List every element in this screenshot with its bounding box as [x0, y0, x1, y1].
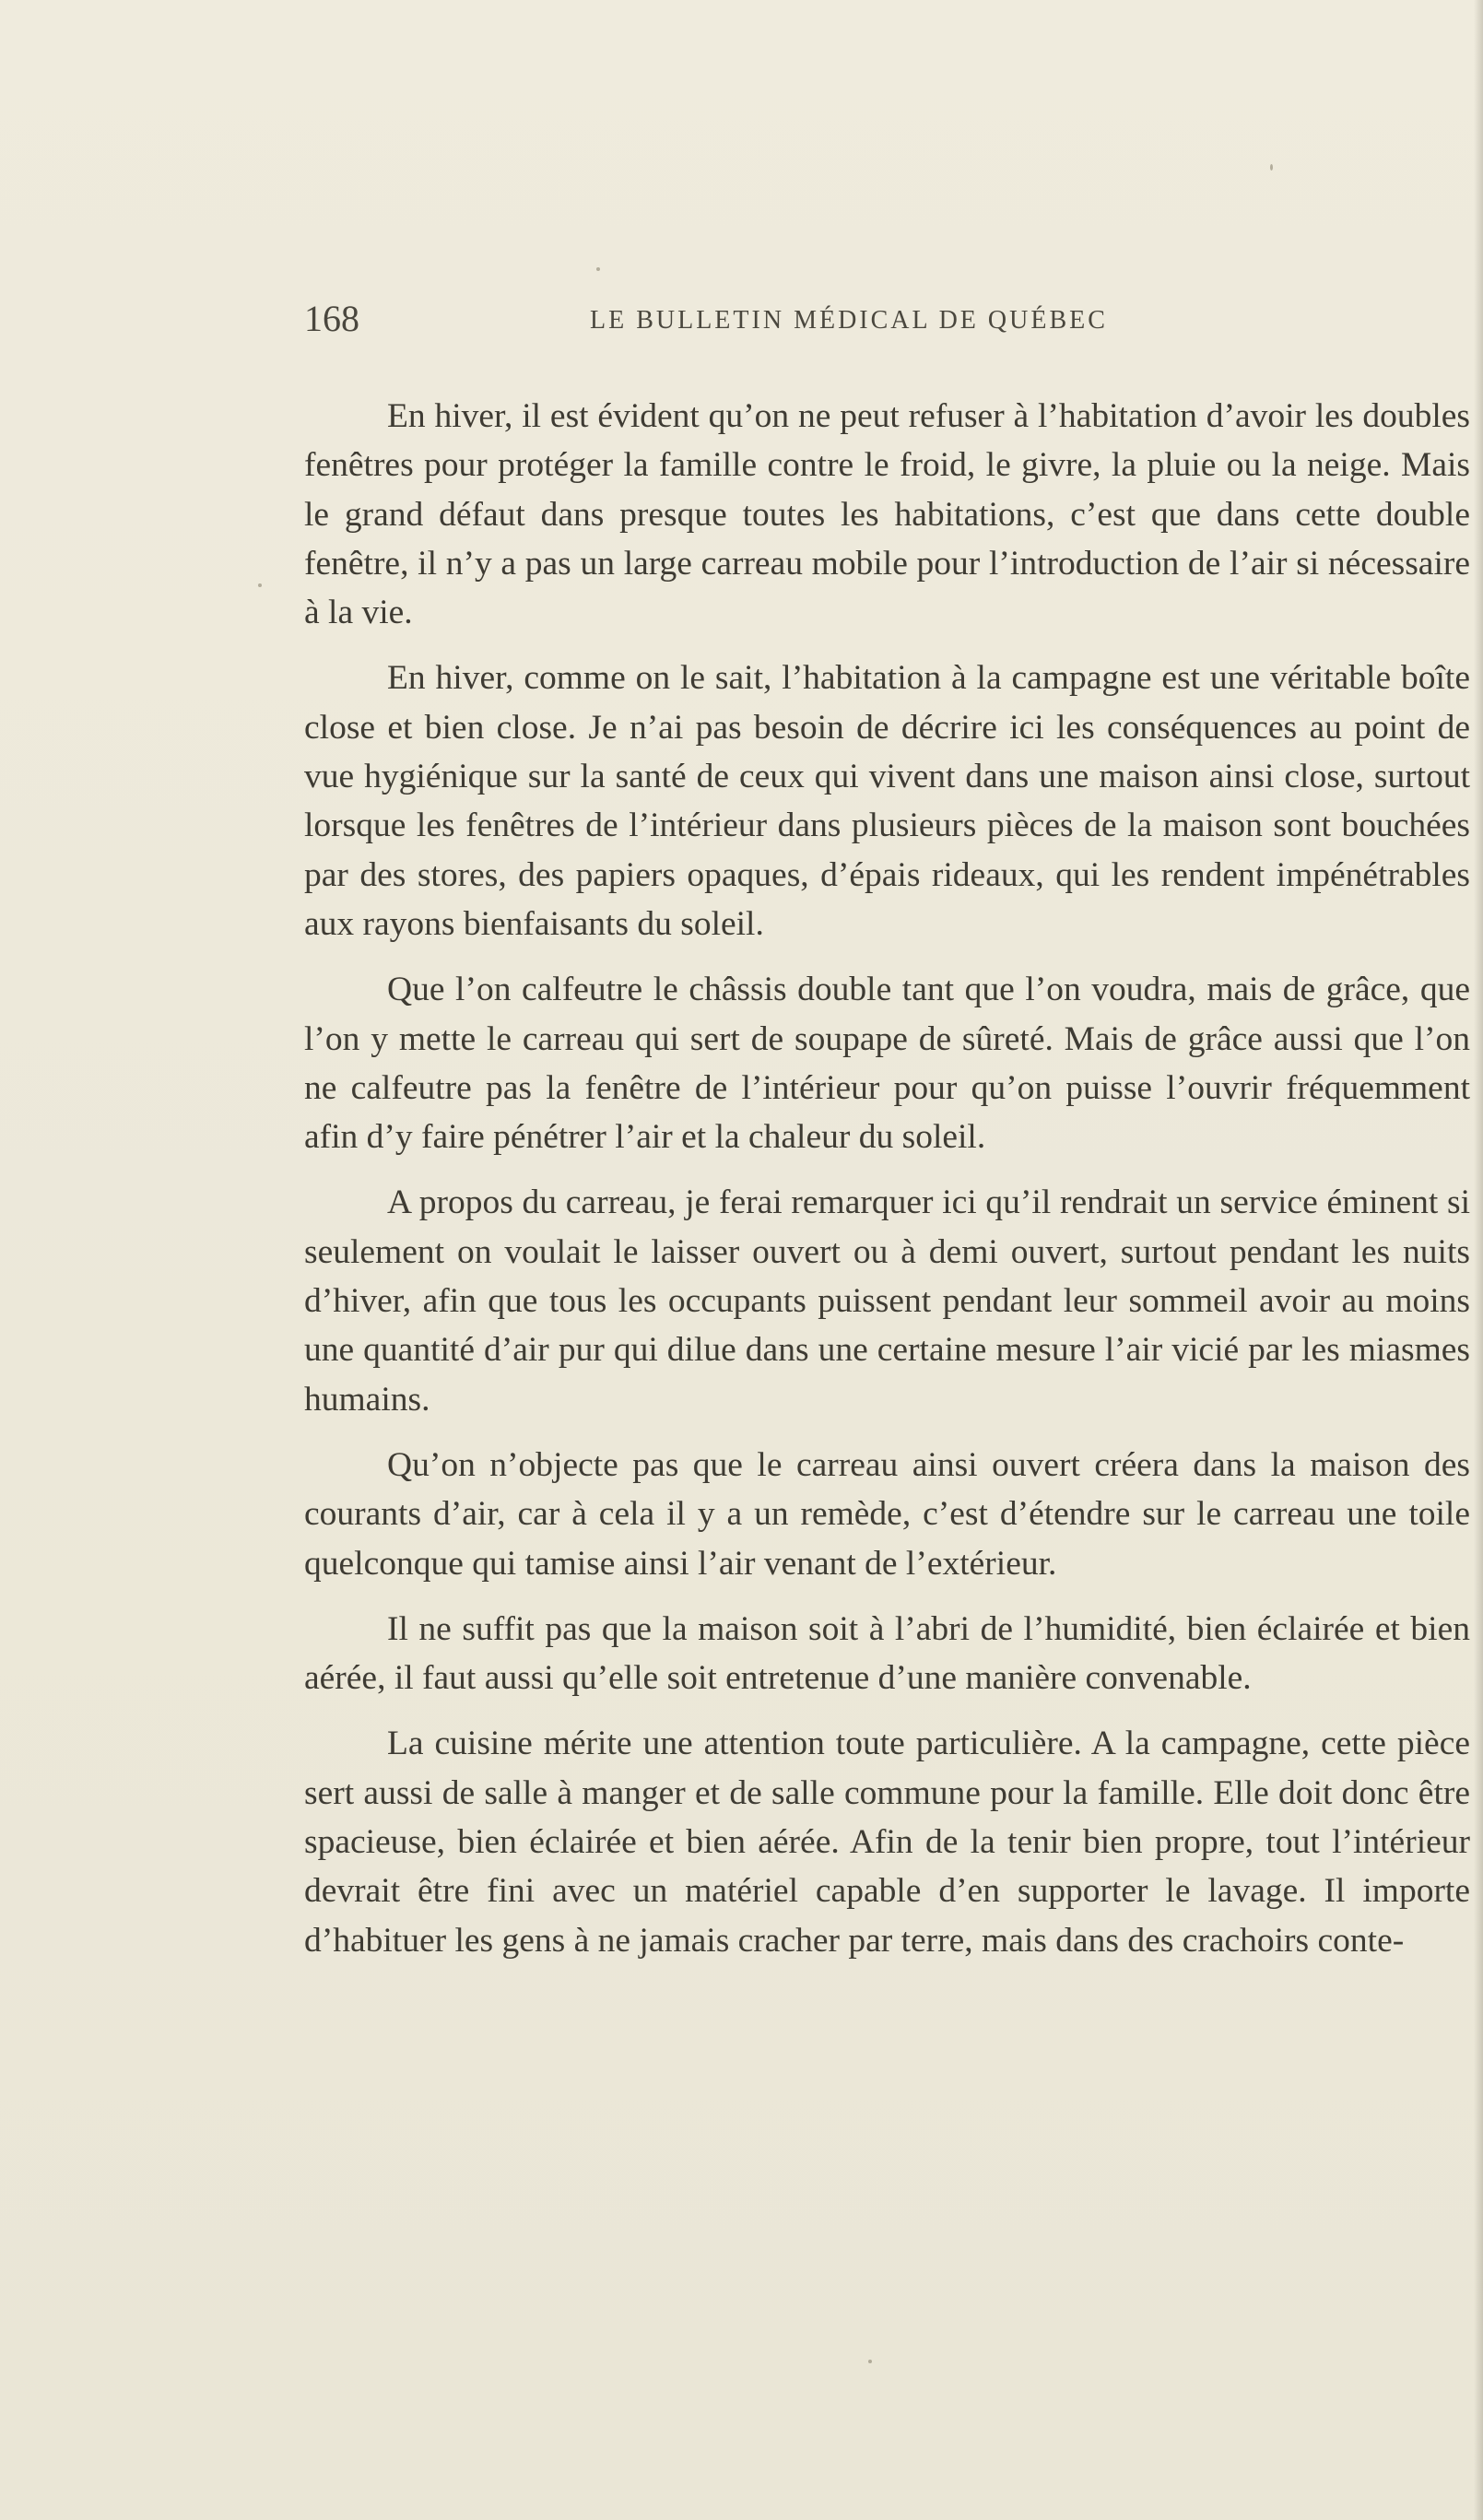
paper-speck	[596, 267, 600, 271]
paragraph: A propos du carreau, je ferai remarquer ici qu’il rendrait un service éminent si seulement on voulait le laisser ouvert ou à demi ouvert, surtout pendant les nuits d’hiver, afin que tous les occupants puissent pendant leur sommeil avoir au moins une quantité d’air pur qui dilue dans une certaine mesure l’air vicié par les miasmes humains.	[304, 1183, 1470, 1419]
paragraph: En hiver, il est évident qu’on ne peut refuser à l’habitation d’avoir les doubles fenêtres pour protéger la famille contre le froid, le givre, la pluie ou la neige. Mais le grand défaut dans presque toutes les habitations, c’est que dans cette double fenêtre, il n’y a pas un large carreau mobile pour l’introduction de l’air si nécessaire à la vie.	[304, 397, 1470, 632]
paragraph: En hiver, comme on le sait, l’habitation à la campagne est une véritable boîte close et bien close. Je n’ai pas besoin de décrire ici les conséquences au point de vue hygiénique sur la santé de ceux qui vivent dans une maison ainsi close, surtout lorsque les fenêtres de l’intérieur dans plusieurs pièces de la maison sont bouchées par des stores, des papiers opaques, d’épais rideaux, qui les rendent impénétrables aux rayons bienfaisants du soleil.	[304, 659, 1470, 943]
paper-speck	[258, 583, 262, 587]
paragraph: La cuisine mérite une attention toute particulière. A la campagne, cette pièce sert aussi de salle à manger et de salle commune pour la famille. Elle doit donc être spacieuse, bien éclairée et bien aérée. Afin de la tenir bien propre, tout l’intérieur devrait être fini avec un matériel capable d’en supporter le lavage. Il importe d’habituer les gens à ne jamais cracher par terre, mais dans des crachoirs conte-	[304, 1725, 1470, 1960]
paragraph: Qu’on n’objecte pas que le carreau ainsi ouvert créera dans la maison des courants d’air, car à cela il y a un remède, c’est d’étendre sur le carreau une toile quelconque qui tamise ainsi l’air venant de l’extérieur.	[304, 1445, 1470, 1583]
page-number: 168	[304, 298, 359, 339]
paper-speck	[1270, 164, 1273, 171]
running-head: LE BULLETIN MÉDICAL DE QUÉBEC	[590, 306, 1108, 335]
body-text	[304, 392, 1470, 1982]
page-edge-shadow	[1474, 0, 1483, 2520]
paragraph: Que l’on calfeutre le châssis double tant que l’on voudra, mais de grâce, que l’on y mette le carreau qui sert de soupape de sûreté. Mais de grâce aussi que l’on ne calfeutre pas la fenêtre de l’intérieur pour qu’on puisse l’ouvrir fréquemment afin d’y faire pénétrer l’air et la chaleur du soleil.	[304, 971, 1470, 1157]
paragraph: Il ne suffit pas que la maison soit à l’abri de l’humidité, bien éclairée et bien aérée, il faut aussi qu’elle soit entretenue d’une manière convenable.	[304, 1609, 1470, 1698]
page-header	[304, 297, 1226, 352]
paper-speck	[868, 2360, 872, 2363]
